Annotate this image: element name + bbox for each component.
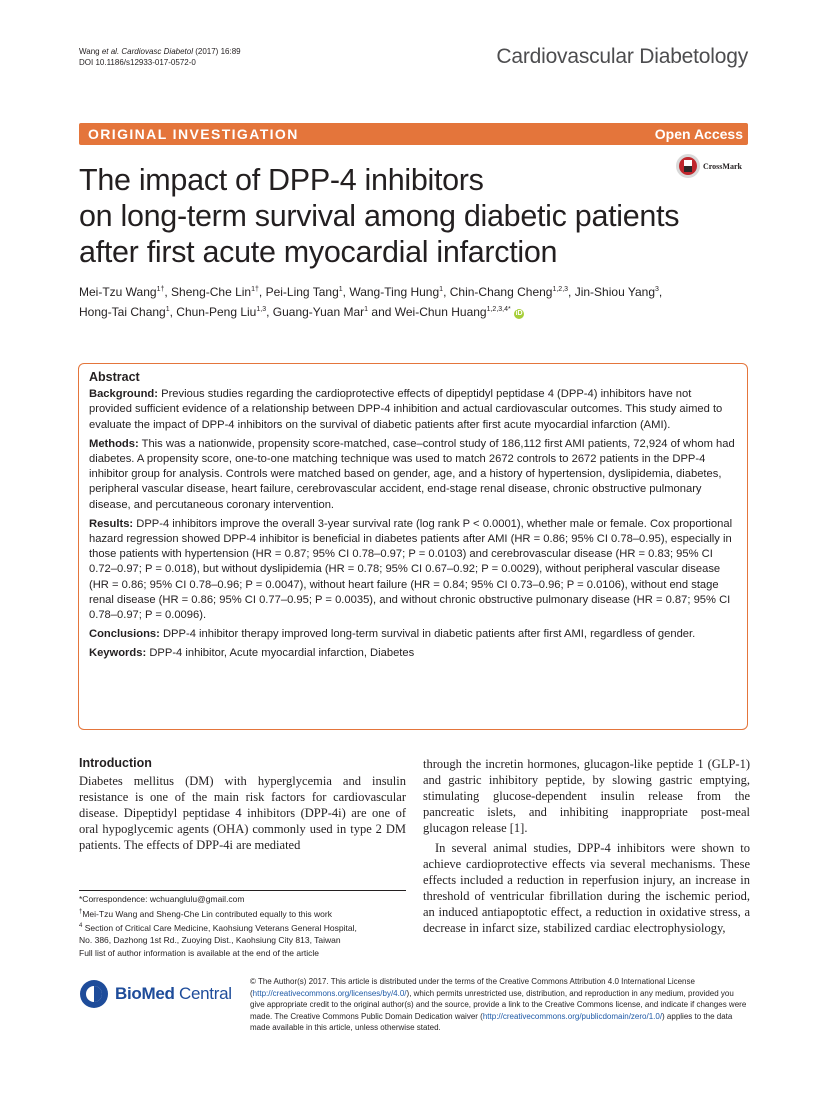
author-name: Pei-Ling Tang <box>265 285 339 299</box>
open-access-label: Open Access <box>654 126 743 142</box>
author-name: Wang-Ting Hung <box>349 285 440 299</box>
citation-block <box>79 46 241 68</box>
author-affiliation: 1 <box>364 306 369 313</box>
body-paragraph: In several animal studies, DPP-4 inhibitors were shown to achieve cardioprotective effects via several mechanisms. These effects included a reduction in reperfusion injury, an increase in threshold of ventricular fibrillation during the ischemic period, an induced antiapoptotic effect, a reduction in oxidative stress, a decrease in infarct size, stabilized cardiac electrophysiology, <box>423 841 750 935</box>
crossmark-label: CrossMark <box>703 161 742 171</box>
author-name: Mei-Tzu Wang <box>79 285 157 299</box>
affiliation-note: $^4$ Section of Critical Care Medicine, Kaohsiung Veterans General Hospital, <box>79 922 357 933</box>
citation-volume: (2017) 16:89 <box>195 47 241 56</box>
article-type-banner <box>79 123 748 145</box>
article-title <box>79 162 739 270</box>
biomed-central-logo <box>79 978 249 1010</box>
affiliation-address: No. 386, Dazhong 1st Rd., Zuoying Dist., Kaohsiung City 813, Taiwan <box>79 935 341 946</box>
author-list: Mei-Tzu Wang$^{1\dagger}$, Sheng-Che Lin$^{1\dagger}$, Pei-Ling Tang$^1$, Wang-Ting Hung$^1$, Chin-Chang Cheng$^{1,2,3}$, Jin-Shiou Yang$^3$, Hong-Tai Chang$^1$, Chun-Peng Liu$^{1,3}$, Guang-Yuan Mar$^1$ and Wei-Chun Huang$^{1,2,3,4*}$ iD <box>79 285 663 319</box>
author-info-note: Full list of author information is available at the end of the article <box>79 947 320 958</box>
author-name: Chin-Chang Cheng <box>449 285 553 299</box>
introduction-heading: Introduction <box>79 756 152 770</box>
footnote-divider <box>79 890 406 891</box>
author-affiliation: 1 <box>439 286 444 293</box>
background-label: Background: <box>89 388 158 401</box>
orcid-icon[interactable]: iD <box>515 310 523 317</box>
abstract-results <box>89 517 737 623</box>
author-affiliation: 1,2,3 <box>552 286 569 293</box>
background-text: Previous studies regarding the cardioprotective effects of dipeptidyl peptidase 4 (DPP-4) inhibitors have not provided sufficient evidence of a relationship between DPP-4 inhibition and actual cardiovascular outcomes. This study aimed to evaluate the impact of DPP-4 inhibitors on the survival of diabetic patients after first acute myocardial infarction (AMI). <box>89 388 723 431</box>
author-affiliation: 3 <box>655 286 659 293</box>
conclusions-text: DPP-4 inhibitor therapy improved long-term survival in diabetic patients after first AMI, regardless of gender. <box>162 628 696 641</box>
keywords-label: Keywords: <box>89 647 147 660</box>
body-paragraph: through the incretin hormones, glucagon-like peptide 1 (GLP-1) and gastric inhibitory peptide, by slowing gastric emptying, stimulating glucose-dependent insulin release from the pancreatic islets, and inhibiting inappropriate post-meal glucagon release [1]. <box>423 757 750 835</box>
title-line: on long-term survival among diabetic patients <box>79 199 680 233</box>
body-column-left <box>79 755 406 853</box>
body-column-right <box>423 756 750 936</box>
methods-text: This was a nationwide, propensity score-matched, case–control study of 186,112 first AMI patients, 72,924 of whom had diabetes. A propensity score, one-to-one matching technique was used to match 2672 controls to 2672 patients in the DPP-4 inhibitor group for analysis. Controls were matched based on gender, age, and a history of hypertension, dyslipidemia, diabetes, peripheral vascular disease, heart failure, cerebrovascular accident, end-stage renal disease, chronic obstructive pulmonary disease, and percutaneous coronary intervention. <box>89 437 735 511</box>
keywords-text: DPP-4 inhibitor, Acute myocardial infarction, Diabetes <box>149 647 415 660</box>
footnotes <box>79 893 409 959</box>
author-name: Sheng-Che Lin <box>171 285 252 299</box>
author-name: Jin-Shiou Yang <box>574 285 655 299</box>
equal-contribution-note: †Mei-Tzu Wang and Sheng-Che Lin contributed equally to this work <box>79 908 332 919</box>
author-affiliation: 1 <box>165 306 170 313</box>
abstract-keywords <box>89 646 737 661</box>
conclusions-label: Conclusions: <box>89 628 160 641</box>
abstract-background <box>89 387 737 433</box>
journal-name: Cardiovascular Diabetology <box>496 45 748 68</box>
author-name: Hong-Tai Chang <box>79 305 166 319</box>
author-name: Wei-Chun Huang <box>394 305 487 319</box>
author-affiliation: 1,3 <box>256 306 267 313</box>
license-link[interactable]: http://creativecommons.org/licenses/by/4.0/ <box>252 988 407 998</box>
author-affiliation: 1† <box>156 286 165 293</box>
author-name: Chun-Peng Liu <box>176 305 257 319</box>
abstract-conclusions <box>89 627 737 642</box>
results-label: Results: <box>89 517 134 530</box>
correspondence-note: *Correspondence: wchuanglulu@gmail.com <box>79 894 245 904</box>
public-domain-link[interactable]: http://creativecommons.org/publicdomain/zero/1.0/ <box>482 1011 663 1021</box>
title-line: after first acute myocardial infarction <box>79 235 558 269</box>
author-affiliation: 1,2,3,4* <box>486 306 511 313</box>
publisher-name: BioMed Central <box>115 984 232 1003</box>
citation-journal: et al. Cardiovasc Diabetol <box>101 47 193 56</box>
biomed-logo-icon <box>79 979 109 1009</box>
results-text: DPP-4 inhibitors improve the overall 3-year survival rate (log rank P < 0.0001), whether male or female. Cox proportional hazard regression showed DPP-4 inhibitor is beneficial in diabetes patients after AMI (HR = 0.86; 95% CI 0.78–0.95), especially in those patients with hypertension (HR = 0.87; 95% CI 0.78–0.97; P = 0.0103) and cerebrovascular disease (HR = 0.83; 95% CI 0.72–0.97; P = 0.018), but without dyslipidemia (HR = 0.78; 95% CI 0.67–0.92; P = 0.0029), without peripheral vascular disease (HR = 0.86; 95% CI 0.78–0.96; P = 0.0047), without heart failure (HR = 0.84; 95% CI 0.73–0.96; P = 0.0106), without end stage renal disease (HR = 0.86; 95% CI 0.77–0.95; P = 0.0035), and without chronic obstructive pulmonary disease (HR = 0.87; 95% CI 0.78–0.97; P = 0.0096). <box>89 517 733 622</box>
abstract-heading: Abstract <box>89 370 140 384</box>
title-line: The impact of DPP-4 inhibitors <box>79 163 484 197</box>
article-type-label: ORIGINAL INVESTIGATION <box>88 126 299 142</box>
citation-authors: Wang <box>79 47 102 56</box>
body-paragraph: Diabetes mellitus (DM) with hyperglycemia and insulin resistance is one of the main risk factors for cardiovascular disease. Dipeptidyl peptidase 4 inhibitors (DPP-4i) are one of oral hypoglycemic agents (OHA) commonly used in type 2 DM patients. The effects of DPP-4i are mediated <box>79 774 406 852</box>
methods-label: Methods: <box>89 437 139 450</box>
doi[interactable]: DOI 10.1186/s12933-017-0572-0 <box>79 58 196 67</box>
author-affiliation: 1† <box>251 286 259 293</box>
abstract-methods <box>89 437 737 513</box>
author-name: Guang-Yuan Mar <box>272 305 365 319</box>
author-affiliation: 1 <box>338 286 343 293</box>
license-text: © The Author(s) 2017. This article is distributed under the terms of the Creative Commons Attribution 4.0 International License (http://creativecommons.org/licenses/by/4.0/), which permits unrestricted use, distribution, and reproduction in any medium, provided you give appropriate credit to the original author(s) and the source, provide a link to the Creative Commons license, and indicate if changes were made. The Creative Commons Public Domain Dedication waiver (http://creativecommons.org/publicdomain/zero/1.0/) applies to the data made available in this article, unless otherwise stated. <box>250 977 747 1032</box>
abstract-box <box>78 363 748 730</box>
